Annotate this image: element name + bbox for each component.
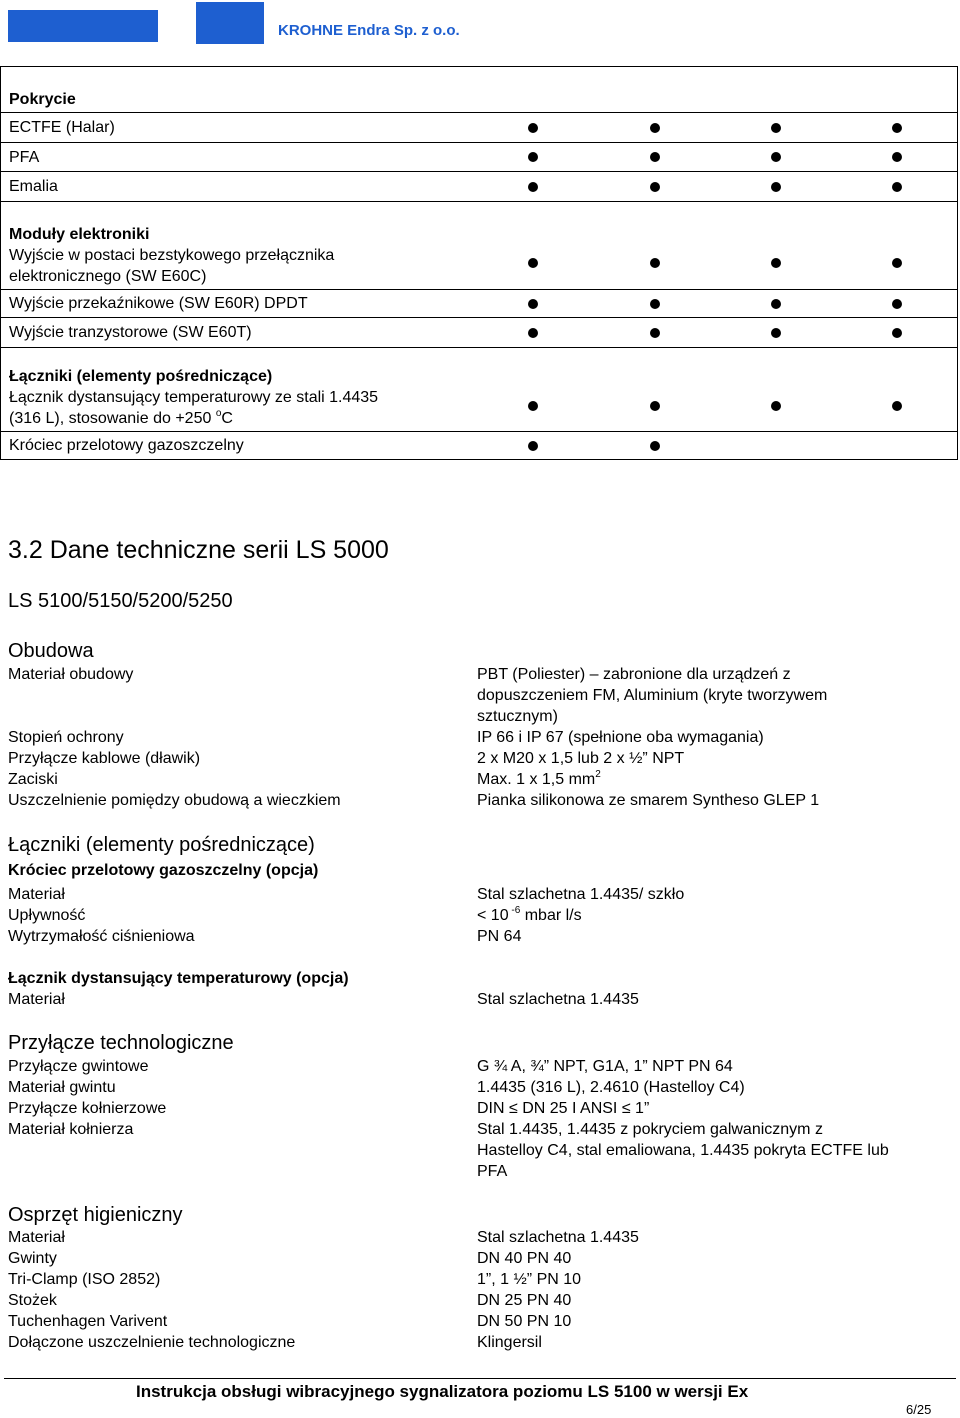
table-marks: [459, 143, 958, 172]
spec-label: Przyłącze kablowe (dławik): [8, 750, 201, 767]
dot-mark: [650, 152, 660, 162]
spec-label: Materiał: [8, 886, 65, 903]
row-label: Emalia: [9, 178, 58, 195]
dot-mark: [650, 123, 660, 133]
process-heading: Przyłącze technologiczne: [8, 1032, 234, 1054]
dot-mark: [892, 123, 902, 133]
dot-mark: [771, 401, 781, 411]
spec-label: Stożek: [8, 1292, 57, 1309]
spec-label: Przyłącze gwintowe: [8, 1058, 149, 1075]
spec-value: IP 66 i IP 67 (spełnione oba wymagania): [477, 729, 764, 746]
spec-value: DN 40 PN 40: [477, 1250, 572, 1267]
dot-mark: [650, 182, 660, 192]
table-marks: [459, 202, 958, 290]
table-marks: [459, 318, 958, 348]
spec-value: Klingersil: [477, 1334, 542, 1351]
connectors-heading: Łączniki (elementy pośredniczące): [8, 834, 315, 856]
spec-label: Materiał: [8, 1229, 65, 1246]
table-row: [1, 172, 459, 202]
spec-value: DN 25 PN 40: [477, 1292, 572, 1309]
row-label: Króciec przelotowy gazoszczelny: [9, 437, 244, 454]
spec-label: Uszczelnienie pomiędzy obudową a wieczkiem: [8, 792, 341, 809]
spec-label: Zaciski: [8, 771, 58, 788]
dot-mark: [528, 328, 538, 338]
dot-mark: [892, 182, 902, 192]
header-logo-block: [196, 2, 264, 44]
dot-mark: [771, 258, 781, 268]
spec-value: PN 64: [477, 928, 522, 945]
spec-label: Materiał kołnierza: [8, 1121, 134, 1138]
footer-title: Instrukcja obsługi wibracyjnego sygnalizatora poziomu LS 5100 w wersji Ex: [136, 1382, 749, 1401]
table-row: [1, 143, 459, 172]
spec-value: PBT (Poliester) – zabronione dla urządzeń z: [477, 666, 791, 683]
table-row: [1, 290, 459, 318]
table-section-coatings: Pokrycie: [1, 67, 459, 113]
spec-value: 1”, 1 ½” PN 10: [477, 1271, 582, 1288]
spec-label: Tuchenhagen Varivent: [8, 1313, 168, 1330]
models-heading: LS 5100/5150/5200/5250: [8, 590, 233, 612]
dot-mark: [771, 299, 781, 309]
dot-mark: [650, 258, 660, 268]
spec-value: G ¾ A, ¾” NPT, G1A, 1” NPT PN 64: [477, 1058, 733, 1075]
dot-mark: [892, 328, 902, 338]
dot-mark: [771, 182, 781, 192]
row-label: Wyjście tranzystorowe (SW E60T): [9, 324, 252, 341]
table-marks: [459, 290, 958, 318]
spec-value: Stal szlachetna 1.4435: [477, 991, 639, 1008]
dot-mark: [771, 152, 781, 162]
spec-label: Upływność: [8, 907, 86, 924]
row-label: ECTFE (Halar): [9, 119, 115, 136]
table-marks: [459, 67, 958, 113]
row-label: Łącznik dystansujący temperaturowy ze stali 1.4435: [9, 389, 379, 406]
spec-value: PFA: [477, 1163, 508, 1180]
table-row: [1, 318, 459, 348]
spec-value: Stal szlachetna 1.4435/ szkło: [477, 886, 685, 903]
row-label: elektronicznego (SW E60C): [9, 268, 207, 285]
options-table: [0, 66, 958, 460]
spec-label: Tri-Clamp (ISO 2852): [8, 1271, 161, 1288]
dot-mark: [650, 401, 660, 411]
dot-mark: [528, 182, 538, 192]
spec-label: Przyłącze kołnierzowe: [8, 1100, 167, 1117]
spec-label: Stopień ochrony: [8, 729, 124, 746]
spec-value: sztucznym): [477, 708, 558, 725]
dot-mark: [650, 328, 660, 338]
footer-divider: [4, 1378, 956, 1379]
row-label: (316 L), stosowanie do +250 $^o$C: [9, 408, 233, 427]
dot-mark: [771, 123, 781, 133]
spec-value: Stal szlachetna 1.4435: [477, 1229, 639, 1246]
table-row: [1, 113, 459, 143]
spec-value: 1.4435 (316 L), 2.4610 (Hastelloy C4): [477, 1079, 745, 1096]
dot-mark: [892, 258, 902, 268]
housing-heading: Obudowa: [8, 640, 94, 662]
dot-mark: [892, 401, 902, 411]
spec-label: Materiał gwintu: [8, 1079, 116, 1096]
table-marks: [459, 348, 958, 432]
connectors-sub1: Króciec przelotowy gazoszczelny (opcja): [8, 862, 319, 879]
spec-value: Max. 1 x 1,5 $mm^2$: [477, 769, 601, 788]
spec-label: Dołączone uszczelnienie technologiczne: [8, 1334, 296, 1351]
spec-value: Pianka silikonowa ze smarem Syntheso GLEP 1: [477, 792, 820, 809]
spec-label: Gwinty: [8, 1250, 57, 1267]
spec-value: 2 x M20 x 1,5 lub 2 x ½” NPT: [477, 750, 685, 767]
hygienic-heading: Osprzęt higieniczny: [8, 1204, 183, 1226]
dot-mark: [528, 152, 538, 162]
spec-value: Stal 1.4435, 1.4435 z pokryciem galwanicznym z: [477, 1121, 823, 1138]
row-label: Wyjście w postaci bezstykowego przełącznika: [9, 247, 335, 264]
spec-value: < 10 $^{-6}$ mbar l/s: [477, 905, 582, 924]
spec-value: dopuszczeniem FM, Aluminium (kryte tworzywem: [477, 687, 828, 704]
spec-label: Wytrzymałość ciśnieniowa: [8, 928, 195, 945]
table-row: [1, 432, 459, 460]
dot-mark: [650, 441, 660, 451]
row-label: PFA: [9, 148, 40, 166]
dot-mark: [528, 258, 538, 268]
section-title: 3.2 Dane techniczne serii LS 5000: [8, 536, 389, 564]
table-section-electronics: Moduły elektroniki: [9, 226, 150, 243]
spec-value: Hastelloy C4, stal emaliowana, 1.4435 pokryta ECTFE lub: [477, 1142, 889, 1159]
table-row: [1, 348, 459, 432]
table-marks: [459, 432, 958, 460]
spec-value: DN 50 PN 10: [477, 1313, 572, 1330]
table-section-connectors: Łączniki (elementy pośredniczące): [9, 368, 273, 385]
dot-mark: [528, 441, 538, 451]
page-number: 6/25: [906, 1402, 932, 1417]
table-marks: [459, 172, 958, 202]
company-name: KROHNE Endra Sp. z o.o.: [278, 22, 460, 39]
spec-value: DIN ≤ DN 25 I ANSI ≤ 1”: [477, 1100, 650, 1117]
dot-mark: [892, 299, 902, 309]
dot-mark: [771, 328, 781, 338]
header-logo-bar: [8, 10, 158, 42]
table-row: [1, 202, 459, 290]
dot-mark: [528, 401, 538, 411]
row-label: Wyjście przekaźnikowe (SW E60R) DPDT: [9, 295, 308, 312]
dot-mark: [650, 299, 660, 309]
spec-label: Materiał: [8, 991, 65, 1008]
dot-mark: [528, 123, 538, 133]
connectors-sub2: Łącznik dystansujący temperaturowy (opcja): [8, 970, 349, 987]
table-marks: [459, 113, 958, 143]
dot-mark: [528, 299, 538, 309]
dot-mark: [892, 152, 902, 162]
spec-label: Materiał obudowy: [8, 666, 134, 683]
